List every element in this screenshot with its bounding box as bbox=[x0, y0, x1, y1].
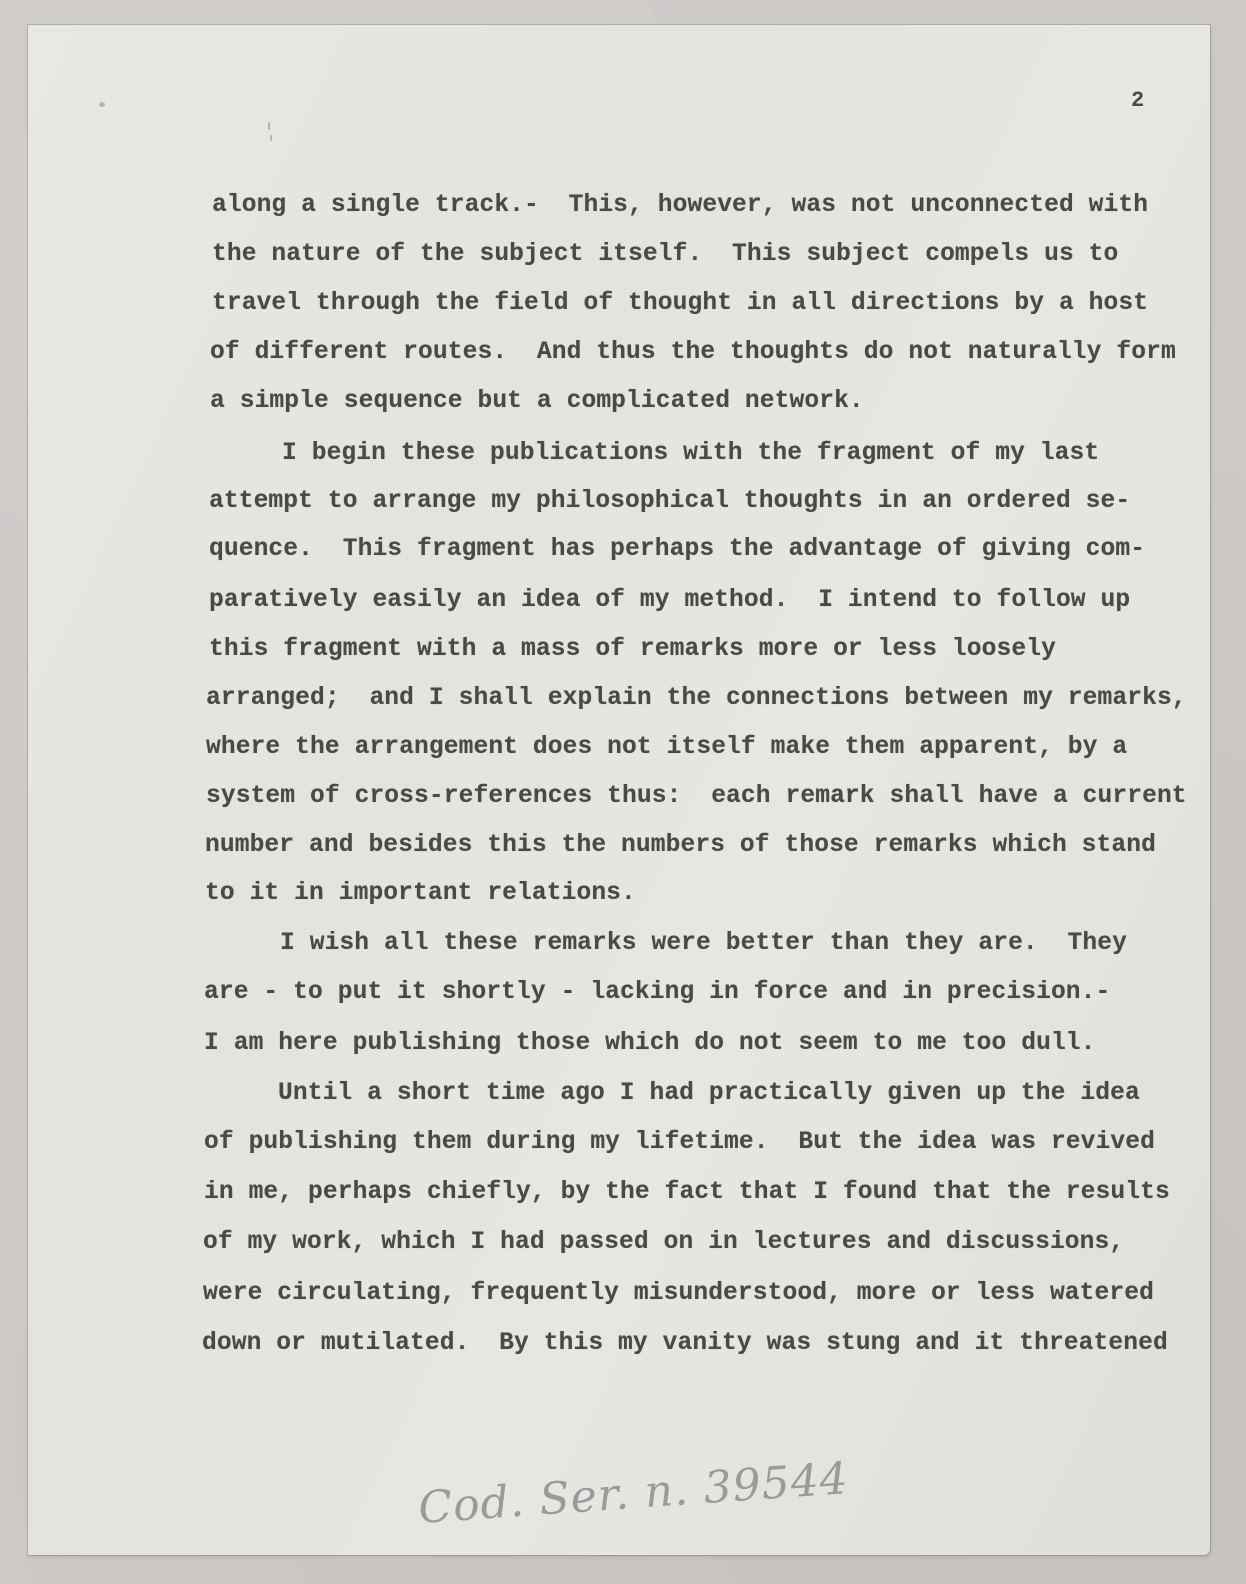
text-line: paratively easily an idea of my method. I intend to follow up bbox=[209, 587, 1131, 614]
text-line: along a single track.- This, however, was not unconnected with bbox=[212, 192, 1149, 219]
text-line: of publishing them during my lifetime. But the idea was revived bbox=[204, 1129, 1155, 1156]
text-line: I wish all these remarks were better than they are. They bbox=[280, 930, 1127, 957]
text-line: quence. This fragment has perhaps the advantage of giving com- bbox=[209, 536, 1146, 563]
text-line: this fragment with a mass of remarks more or less loosely bbox=[209, 636, 1056, 663]
text-line: down or mutilated. By this my vanity was stung and it threatened bbox=[202, 1330, 1168, 1357]
text-line: Until a short time ago I had practically given up the idea bbox=[278, 1080, 1140, 1107]
text-line: were circulating, frequently misunderstood, more or less watered bbox=[203, 1280, 1154, 1307]
text-line: of my work, which I had passed on in lectures and discussions, bbox=[203, 1229, 1125, 1256]
text-line: arranged; and I shall explain the connections between my remarks, bbox=[206, 685, 1187, 712]
text-line: travel through the field of thought in all directions by a host bbox=[212, 290, 1149, 317]
text-line: the nature of the subject itself. This subject compels us to bbox=[212, 241, 1119, 268]
handwritten-shelfmark: Cod. Ser. n. 39544 bbox=[416, 1453, 851, 1534]
text-line: where the arrangement does not itself make them apparent, by a bbox=[206, 734, 1128, 761]
page-number: 2 bbox=[1131, 88, 1145, 113]
speck-mark bbox=[268, 122, 270, 130]
text-line: I am here publishing those which do not seem to me too dull. bbox=[204, 1030, 1096, 1057]
text-line: of different routes. And thus the thoughts do not naturally form bbox=[210, 339, 1176, 366]
speck-mark bbox=[270, 135, 272, 141]
smudge-mark bbox=[99, 102, 105, 107]
text-line: in me, perhaps chiefly, by the fact that I found that the results bbox=[204, 1179, 1170, 1206]
text-line: a simple sequence but a complicated network. bbox=[210, 388, 864, 415]
text-line: system of cross-references thus: each remark shall have a current bbox=[206, 783, 1187, 810]
text-line: I begin these publications with the fragment of my last bbox=[282, 440, 1100, 467]
text-line: to it in important relations. bbox=[205, 880, 636, 907]
text-line: attempt to arrange my philosophical thoughts in an ordered se- bbox=[209, 488, 1131, 515]
text-line: number and besides this the numbers of those remarks which stand bbox=[205, 832, 1156, 859]
text-line: are - to put it shortly - lacking in force and in precision.- bbox=[204, 979, 1111, 1006]
